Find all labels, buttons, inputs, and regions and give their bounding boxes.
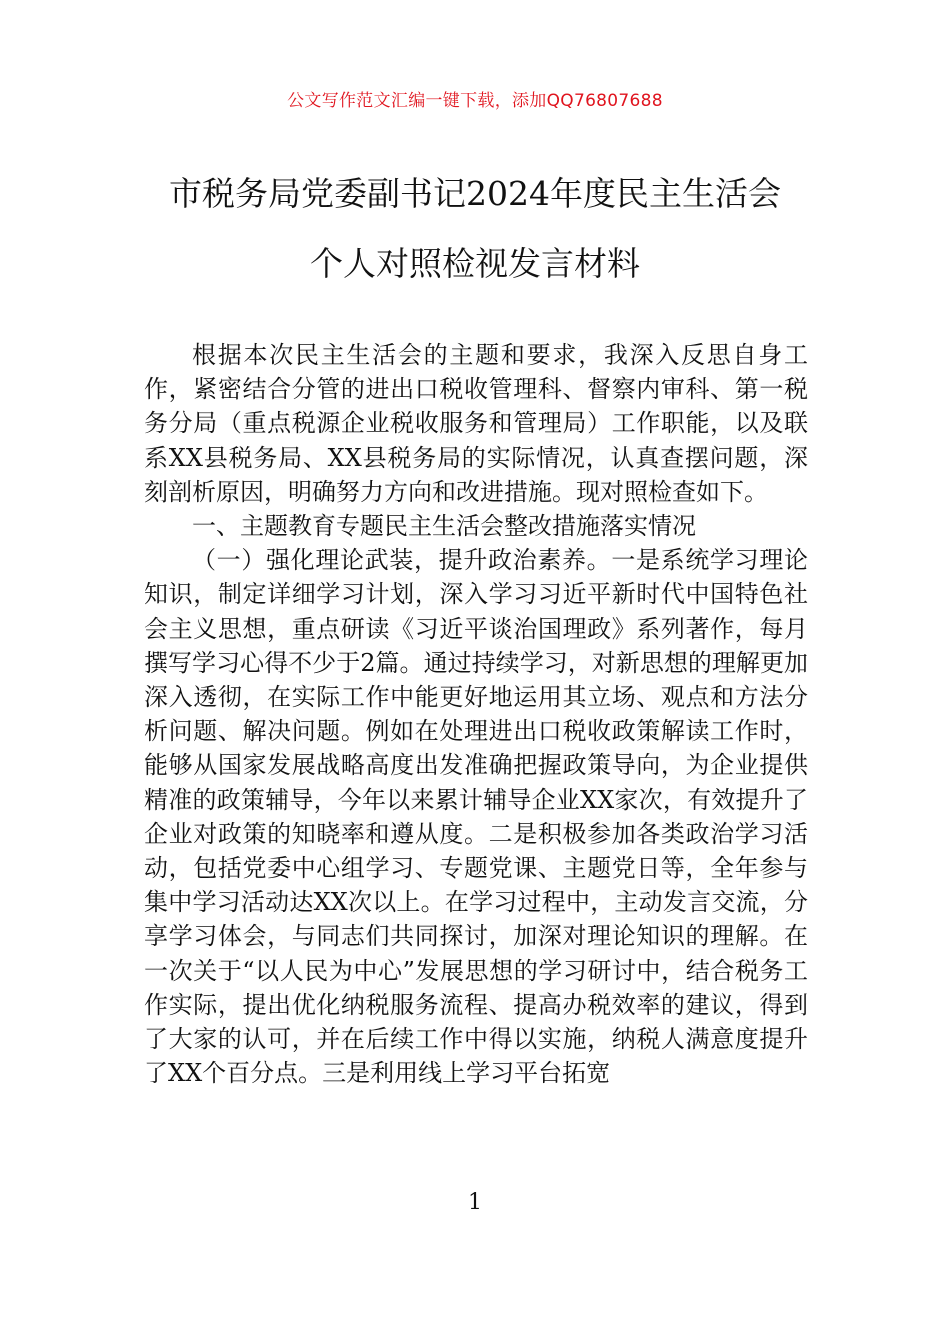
- download-promo-note: 公文写作范文汇编一键下载，添加QQ76807688: [287, 91, 663, 111]
- document-title-line-2: 个人对照检视发言材料: [310, 244, 640, 283]
- document-title-line-1: 市税务局党委副书记2024年度民主生活会: [169, 174, 781, 213]
- section-heading: 一、主题教育专题民主生活会整改措施落实情况: [192, 512, 696, 541]
- intro-paragraph: 根据本次民主生活会的主题和要求，我深入反思自身工作，紧密结合分管的进出口税收管理科、督察内审科、第一税务分局（重点税源企业税收服务和管理局）工作职能，以及联系XX县税务局、XX县税务局的实际情况，认真查摆问题，深刻剖析原因，明确努力方向和改进措施。现对照检查如下。: [144, 341, 808, 506]
- document-body: [144, 338, 808, 1090]
- page-number: 1: [468, 1190, 482, 1215]
- subsection-paragraph: （一）强化理论武装，提升政治素养。一是系统学习理论知识，制定详细学习计划，深入学习习近平新时代中国特色社会主义思想，重点研读《习近平谈治国理政》系列著作，每月撰写学习心得不少于2篇。通过持续学习，对新思想的理解更加深入透彻，在实际工作中能更好地运用其立场、观点和方法分析问题、解决问题。例如在处理进出口税收政策解读工作时，能够从国家发展战略高度出发准确把握政策导向，为企业提供精准的政策辅导，今年以来累计辅导企业XX家次，有效提升了企业对政策的知晓率和遵从度。二是积极参加各类政治学习活动，包括党委中心组学习、专题党课、主题党日等，全年参与集中学习活动达XX次以上。在学习过程中，主动发言交流，分享学习体会，与同志们共同探讨，加深对理论知识的理解。在一次关于“以人民为中心”发展思想的学习研讨中，结合税务工作实际，提出优化纳税服务流程、提高办税效率的建议，得到了大家的认可，并在后续工作中得以实施，纳税人满意度提升了XX个百分点。三是利用线上学习平台拓宽: [144, 546, 808, 1088]
